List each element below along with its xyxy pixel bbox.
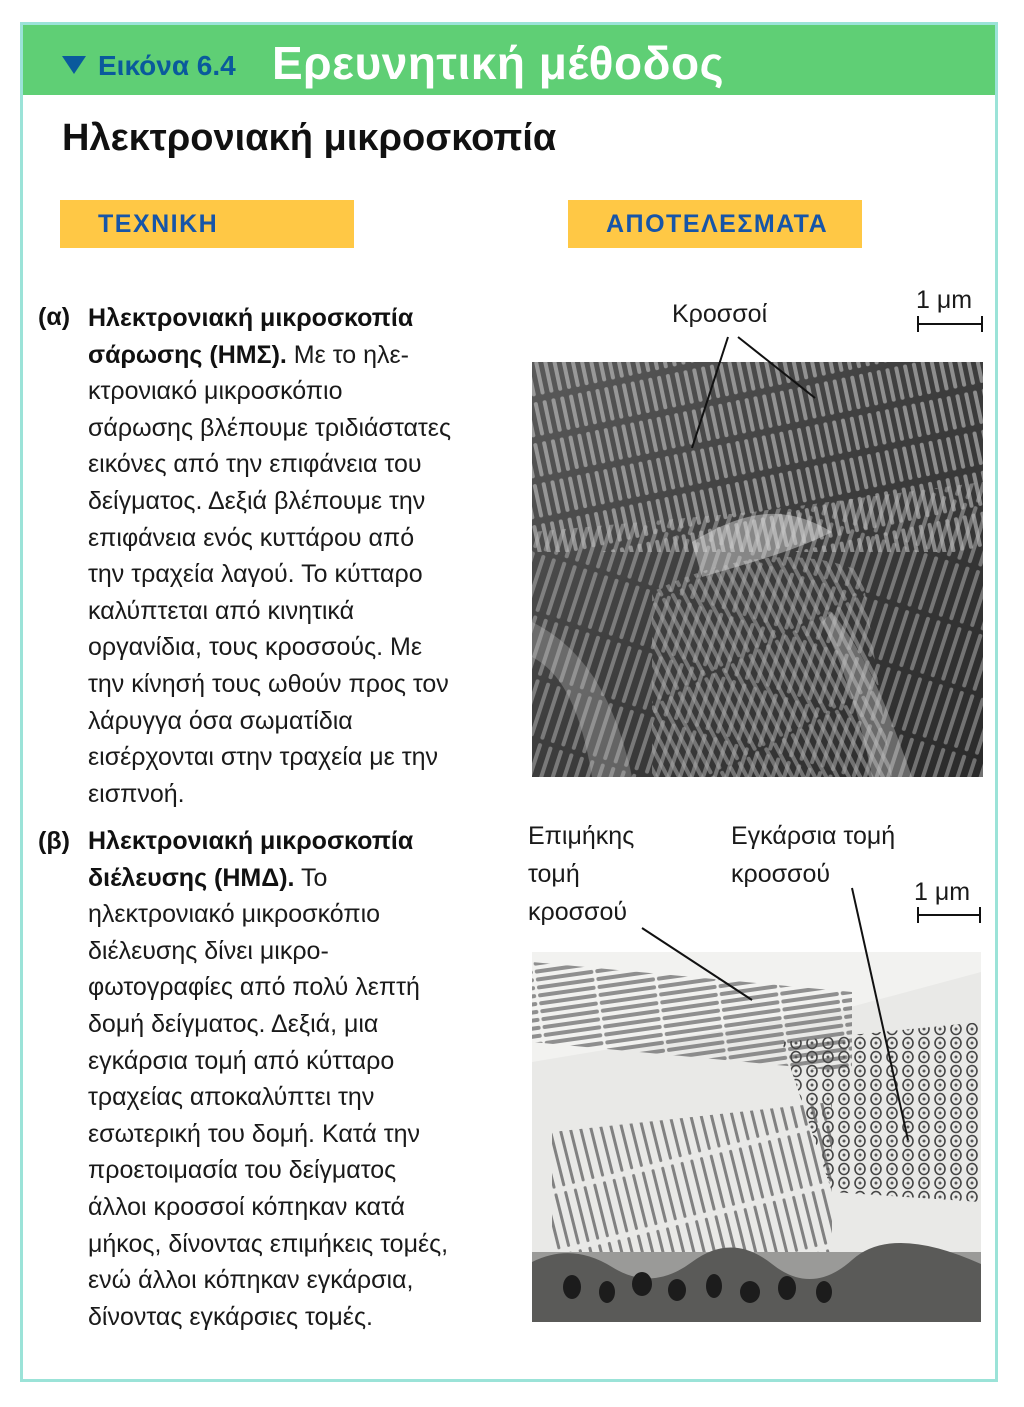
section-a-line: την κίνησή τους ωθούν προς τον — [88, 669, 449, 698]
results-tag: ΑΠΟΤΕΛΕΣΜΑΤΑ — [568, 200, 862, 248]
section-b-line: δίνοντας εγκάρσιες τομές. — [88, 1302, 373, 1331]
scale-label-b: 1 μm — [914, 878, 971, 906]
section-b-line: προετοιμασία του δείγματος — [88, 1156, 397, 1185]
leader-line-cilia-2 — [738, 337, 815, 398]
section-a-line: εισέρχονται στην τραχεία με την — [88, 743, 439, 772]
figure-title: Ερευνητική μέθοδος — [272, 37, 725, 89]
section-a-line: την τραχεία λαγού. Το κύτταρο — [88, 560, 423, 589]
leader-line-cross — [852, 888, 908, 1140]
longitudinal-label-2: τομή — [528, 860, 580, 888]
section-b-line: μήκος, δίνοντας επιμήκεις τομές, — [88, 1229, 449, 1258]
section-a-line: οργανίδια, τους κροσσούς. Με — [88, 633, 423, 662]
page-heading: Ηλεκτρονιακή μικροσκοπία — [62, 117, 557, 159]
section-a-line: εικόνες από την επιφάνεια του — [88, 450, 422, 479]
cilia-label: Κροσσοί — [672, 300, 768, 328]
technique-tag: ΤΕΧΝΙΚΗ — [60, 200, 354, 248]
section-a-line: δείγματος. Δεξιά βλέπουμε την — [88, 486, 426, 515]
section-a-line: λάρυγγα όσα σωματίδια — [88, 706, 353, 735]
section-b-line: τραχείας αποκαλύπτει την — [88, 1083, 375, 1112]
section-b-line: ενώ άλλοι κόπηκαν εγκάρσια, — [88, 1266, 414, 1295]
section-a-label: (α) — [38, 303, 71, 331]
section-a-line: επιφάνεια ενός κυττάρου από — [88, 523, 415, 552]
section-a-line: εισπνοή. — [88, 779, 185, 808]
section-a-line: Ηλεκτρονιακή μικροσκοπία — [88, 304, 414, 332]
section-a-line: κτρονιακό μικροσκόπιο — [88, 377, 343, 406]
section-a-line: σάρωσης (ΗΜΣ). Με το ηλε- — [88, 340, 409, 369]
section-b-line: ηλεκτρονιακό μικροσκόπιο — [88, 900, 381, 929]
section-b-line: Ηλεκτρονιακή μικροσκοπία — [88, 827, 414, 855]
longitudinal-label-1: Επιμήκης — [528, 822, 635, 850]
leader-line-longitudinal — [642, 928, 752, 1000]
leader-line-cilia-1 — [692, 337, 728, 448]
section-b-line: δομή δείγματος. Δεξιά, μια — [88, 1009, 379, 1038]
section-a-line: καλύπτεται από κινητικά — [88, 596, 355, 625]
scale-label-a: 1 μm — [916, 286, 973, 314]
section-b-line: φωτογραφίες από πολύ λεπτή — [88, 973, 420, 1002]
section-b-line: εσωτερική του δομή. Κατά την — [88, 1119, 420, 1148]
cross-section-label-2: κροσσού — [731, 860, 831, 888]
section-b-line: εγκάρσια τομή από κύτταρο — [88, 1046, 395, 1075]
figure-label: Εικόνα 6.4 — [98, 50, 236, 81]
longitudinal-label-3: κροσσού — [528, 898, 628, 926]
section-b-label: (β) — [38, 827, 70, 855]
section-b-line: άλλοι κροσσοί κόπηκαν κατά — [88, 1192, 405, 1221]
cross-section-label-1: Εγκάρσια τομή — [731, 822, 896, 850]
section-a-line: σάρωσης βλέπουμε τριδιάστατες — [88, 413, 451, 442]
section-b-line: διέλευσης δίνει μικρο- — [88, 936, 329, 965]
section-b-line: διέλευσης (ΗΜΔ). Το — [88, 863, 328, 892]
